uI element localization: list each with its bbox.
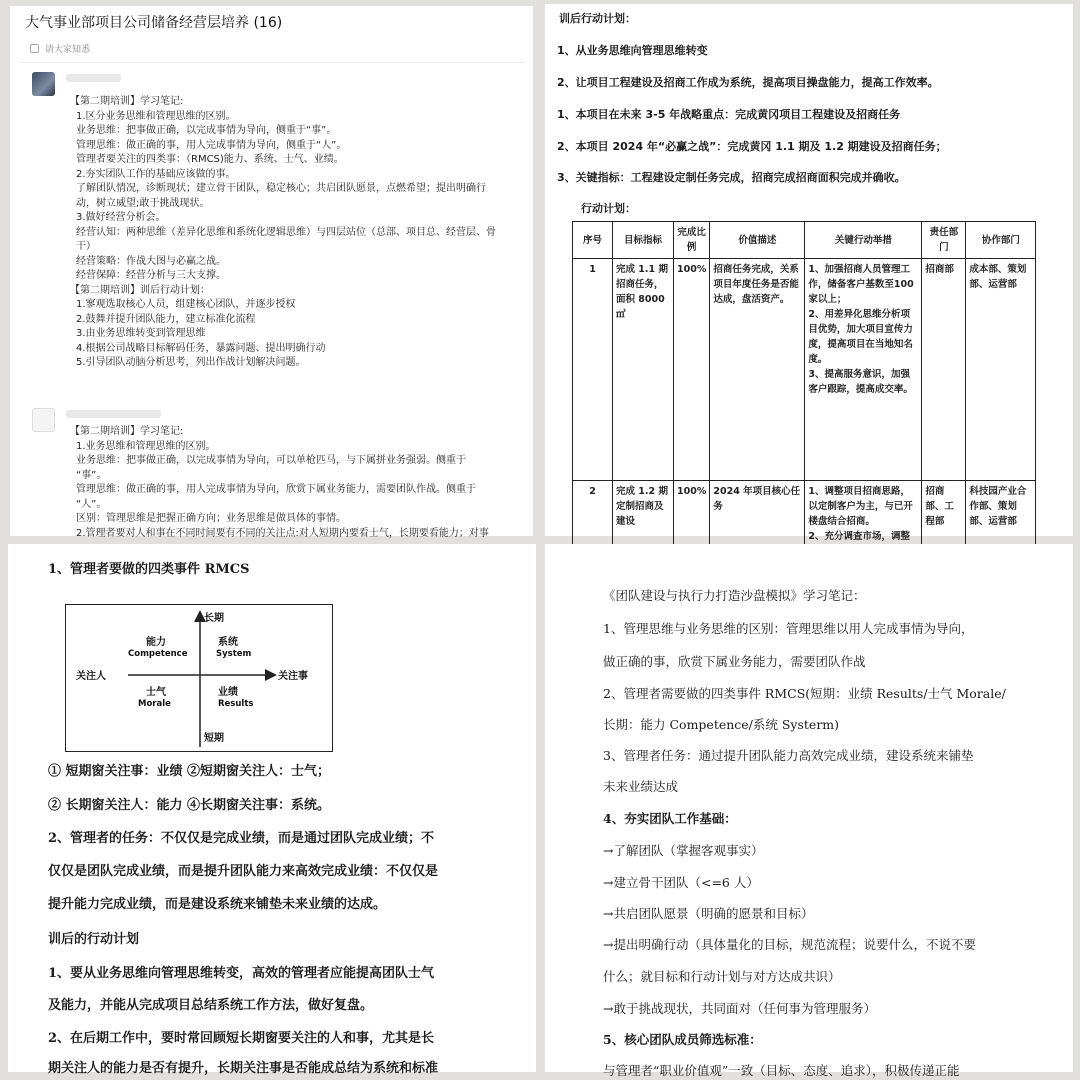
axis-label-long-term: 长期 xyxy=(204,613,224,624)
axis-label-things: 关注事 xyxy=(278,671,308,682)
group-subtitle xyxy=(30,42,90,55)
divider xyxy=(20,62,525,63)
text-line: 及能力，并能从完成项目总结系统工作方法，做好复盘。 xyxy=(48,998,374,1013)
cell-dept: 招商部 xyxy=(922,259,966,481)
cell-value: 2024 年项目核心任务 xyxy=(710,481,805,561)
plan-line: 3、关键指标：工程建设定制任务完成，招商完成招商面积完成并确收。 xyxy=(557,171,906,184)
text-line: 2、管理者需要做的四类事件 RMCS(短期：业绩 Results/士气 Morale/ xyxy=(603,686,1006,701)
rmcs-notes-document xyxy=(8,544,536,1076)
section-heading: 训后行动计划： xyxy=(559,12,636,25)
quadrant-competence-cn: 能力 xyxy=(146,637,166,648)
notice-icon xyxy=(30,44,39,53)
section-heading: 《团队建设与执行力打造沙盘模拟》学习笔记： xyxy=(603,588,866,603)
cell-coop: 科技园产业合作部、策划部、运营部 xyxy=(966,481,1036,561)
table-header: 价值描述 xyxy=(710,222,805,259)
cell-target: 完成 1.1 期招商任务，面积 8000㎡ xyxy=(613,259,674,481)
message-note-2: 【第二期培训】学习笔记: 1.业务思维和管理思维的区别。 业务思维：把事做正确，以完成事情为导向，可以单枪匹马，与下属拼业务强弱。侧重于 “事”。 管理思维：做正确的事，用人完成事情为导向，欣赏下属业务能力，需要团队作战。侧重于 “人”。 区别：管理思维是把握正确方向；业务思维是做具体的事情。 2.管理者要对人和事在不同时间要有不同的关注点:对人短期内要看士气，长期要看能力；对事 xyxy=(70,426,489,539)
quadrant-system-cn: 系统 xyxy=(218,637,238,648)
blurred-username xyxy=(66,410,161,418)
cell-no: 1 xyxy=(573,259,613,481)
avatar[interactable] xyxy=(32,408,55,432)
text-line: →共启团队愿景（明确的愿景和目标） xyxy=(603,906,814,921)
text-line: 提升能力完成业绩，而是建设系统来铺垫未来业绩的达成。 xyxy=(48,897,387,912)
text-line: 训后的行动计划 xyxy=(48,932,140,947)
quadrant-morale-en: Morale xyxy=(138,699,171,709)
text-line: 2、管理者的任务：不仅仅是完成业绩，而是通过团队完成业绩；不 xyxy=(48,831,435,846)
text-line: 3、管理者任务：通过提升团队能力高效完成业绩，建设系统来铺垫 xyxy=(603,748,974,763)
text-line: 长期：能力 Competence/系统 Systerm) xyxy=(603,717,840,732)
text-line: 什么；就目标和行动计划与对方达成共识） xyxy=(603,969,841,984)
plan-line: 2、让项目工程建设及招商工作成为系统，提高项目操盘能力，提高工作效率。 xyxy=(557,76,939,89)
team-building-notes-document xyxy=(545,544,1073,1078)
table-header: 序号 xyxy=(573,222,613,259)
table-caption: 行动计划： xyxy=(581,202,636,215)
cell-target: 完成 1.2 期定制招商及建设 xyxy=(613,481,674,561)
plan-line: 2、本项目 2024 年“必赢之战”：完成黄冈 1.1 期及 1.2 期建设及招商任务； xyxy=(557,140,947,153)
table-header: 责任部门 xyxy=(922,222,966,259)
action-plan-document xyxy=(545,4,1073,542)
section-heading: 1、管理者要做的四类事件 RMCS xyxy=(48,562,250,577)
text-line: 仅仅是团队完成业绩，而是提升团队能力来高效完成业绩：不仅仅是 xyxy=(48,864,439,879)
table-row xyxy=(573,259,1036,481)
cell-no: 2 xyxy=(573,481,613,561)
text-line: 未来业绩达成 xyxy=(603,779,679,794)
chat-screenshot-panel xyxy=(10,6,533,539)
cell-value: 招商任务完成，关系项目年度任务是否能达成，盘活资产。 xyxy=(710,259,805,481)
text-line: →敢于挑战现状，共同面对（任何事为管理服务） xyxy=(603,1001,876,1016)
text-line: 与管理者“职业价值观”一致（目标、态度、追求），积极传递正能 xyxy=(603,1063,960,1078)
table-header: 完成比例 xyxy=(674,222,710,259)
cell-actions: 1、加强招商人员管理工作，储备客户基数至100家以上； 2、用差异化思维分析项目优势，加大项目宣传力度，提高项目在当地知名度。 3、提高服务意识，加强客户跟踪，提高成交率。 xyxy=(805,259,922,481)
quadrant-morale-cn: 士气 xyxy=(146,687,166,698)
cell-ratio: 100% xyxy=(674,481,710,561)
cell-dept: 招商部、工程部 xyxy=(922,481,966,561)
action-plan-table xyxy=(572,221,1036,561)
cell-ratio: 100% xyxy=(674,259,710,481)
group-subtitle-text: 请大家知悉 xyxy=(45,45,91,55)
text-line: 1、管理思维与业务思维的区别：管理思维以用人完成事情为导向， xyxy=(603,621,974,636)
text-line: →提出明确行动（具体量化的目标，规范流程；说要什么，不说不要 xyxy=(603,937,976,952)
message-note-1: 【第二期培训】学习笔记: 1.区分业务思维和管理思维的区别。 业务思维：把事做正确，以完成事情为导向，侧重于“事”。 管理思维：做正确的事，用人完成事情为导向，侧重于“人”。 管理者要关注的四类事：（RMCS)能力、系统、士气、业绩。 2.夯实团队工作的基础应该做的事。 了解团队情况，诊断现状；建立骨干团队，稳定核心；共启团队愿景，点燃希望；提出明确行 动，树立威望;敢于挑战现状。 3.做好经营分析会。 经营认知：两种思维（差异化思维和系统化逻辑思维）与四层站位（总部、项目总、经营层、骨 干） 经营策略：作战大图与必赢之战。 经营保障：经营分析与三大支撑。 【第二期培训】训后行动计划： 1.寥观选取核心人员，组建核心团队，并逐步授权 2.鼓舞并提升团队能力，建立标准化流程 3.由业务思维转变到管理思维 4.根据公司战略目标解码任务，暴露问题、提出明确行动 5.引导团队动脑分析思考，列出作战计划解决问题。 xyxy=(70,96,496,368)
text-line: 1、要从业务思维向管理思维转变，高效的管理者应能提高团队士气 xyxy=(48,966,435,981)
text-line: →了解团队（掌握客观事实） xyxy=(603,843,764,858)
text-line: ② 长期窗关注人：能力 ④长期窗关注事：系统。 xyxy=(48,798,331,813)
quadrant-competence-en: Competence xyxy=(128,649,188,659)
text-line: 期关注人的能力是否有提升，长期关注事是否能成总结为系统和标准 xyxy=(48,1061,439,1076)
table-header: 关键行动举措 xyxy=(805,222,922,259)
rmcs-quadrant-diagram xyxy=(65,604,333,752)
avatar[interactable] xyxy=(32,72,55,96)
text-line: 4、夯实团队工作基础： xyxy=(603,811,737,826)
text-line: ① 短期窗关注事：业绩 ②短期窗关注人：士气； xyxy=(48,764,331,779)
axis-label-people: 关注人 xyxy=(76,671,106,682)
text-line: 5、核心团队成员筛选标准： xyxy=(603,1032,762,1047)
text-line: 2、在后期工作中，要时常回顾短长期窗要关注的人和事，尤其是长 xyxy=(48,1031,435,1046)
quadrant-system-en: System xyxy=(216,649,252,659)
cell-actions: 1、调整项目招商思路，以定制客户为主，与已开楼盘结合招商。 2、充分调查市场，调整 xyxy=(805,481,922,561)
blurred-username xyxy=(66,74,121,82)
plan-line: 1、本项目在未来 3-5 年战略重点：完成黄冈项目工程建设及招商任务 xyxy=(557,108,901,121)
table-header: 协作部门 xyxy=(966,222,1036,259)
text-line: →建立骨干团队（<=6 人） xyxy=(603,875,759,890)
group-title: 大气事业部项目公司储备经营层培养 (16) xyxy=(25,15,283,31)
plan-line: 1、从业务思维向管理思维转变 xyxy=(557,44,708,57)
text-line: 做正确的事，欣赏下属业务能力，需要团队作战 xyxy=(603,654,866,669)
axis-label-short-term: 短期 xyxy=(204,733,224,744)
quadrant-results-cn: 业绩 xyxy=(218,687,238,698)
table-header-row xyxy=(573,222,1036,259)
table-header: 目标指标 xyxy=(613,222,674,259)
quadrant-results-en: Results xyxy=(218,699,254,709)
cell-coop: 成本部、策划部、运营部 xyxy=(966,259,1036,481)
